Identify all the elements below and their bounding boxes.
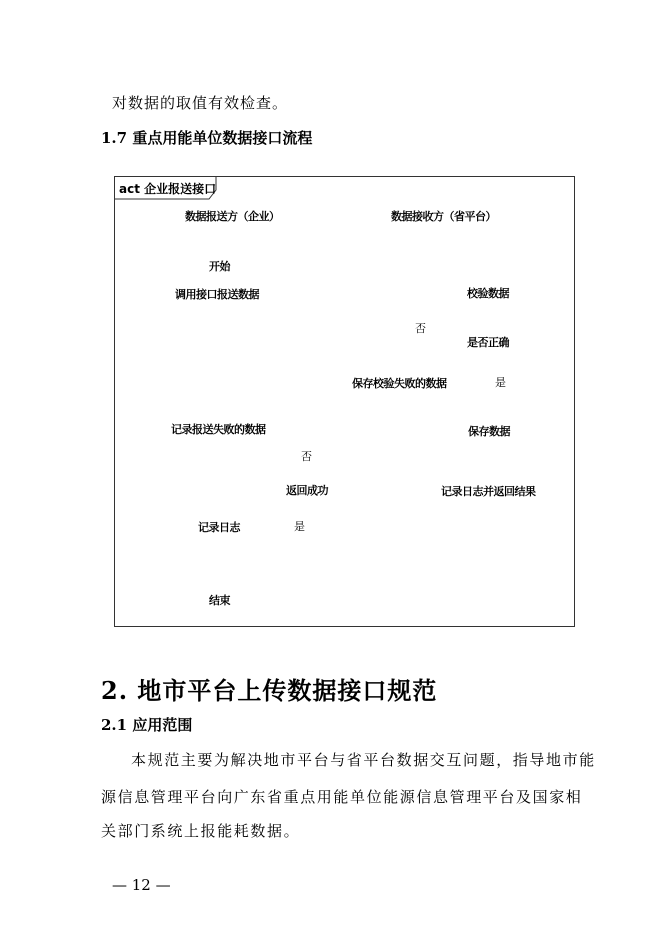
node-return-success: 返回成功 [286,484,328,497]
node-record-log: 记录日志 [198,521,240,534]
paragraph-line: 本规范主要为解决地市平台与省平台数据交互问题，指导地市能 [131,751,596,769]
edge-label-no: 否 [415,322,426,335]
lane-sender-label: 数据报送方（企业） [185,210,280,223]
node-end: 结束 [209,594,230,607]
node-record-log-return: 记录日志并返回结果 [441,485,536,498]
node-validate: 校验数据 [467,287,509,300]
node-record-failed-send: 记录报送失败的数据 [171,423,266,436]
activity-diagram [114,176,575,627]
body-text-line: 对数据的取值有效检查。 [112,94,289,112]
edge-label-no: 否 [301,450,312,463]
node-start: 开始 [209,260,230,273]
section-heading-2: 2. 地市平台上传数据接口规范 [101,676,438,705]
node-save-failed-validation: 保存校验失败的数据 [352,377,447,390]
paragraph-line: 关部门系统上报能耗数据。 [101,822,301,840]
section-heading-1-7: 1.7 重点用能单位数据接口流程 [101,129,313,147]
edge-label-yes: 是 [495,376,506,389]
node-save-data: 保存数据 [468,425,510,438]
lane-receiver-label: 数据接收方（省平台） [391,210,496,223]
diagram-frame-label: act 企业报送接口 [119,182,217,196]
section-heading-2-1: 2.1 应用范围 [101,716,193,734]
node-is-valid: 是否正确 [467,336,509,349]
paragraph-line: 源信息管理平台向广东省重点用能单位能源信息管理平台及国家相 [101,788,583,806]
node-call-interface: 调用接口报送数据 [175,288,259,301]
page-number: — 12 — [112,876,171,894]
edge-label-yes: 是 [294,520,305,533]
